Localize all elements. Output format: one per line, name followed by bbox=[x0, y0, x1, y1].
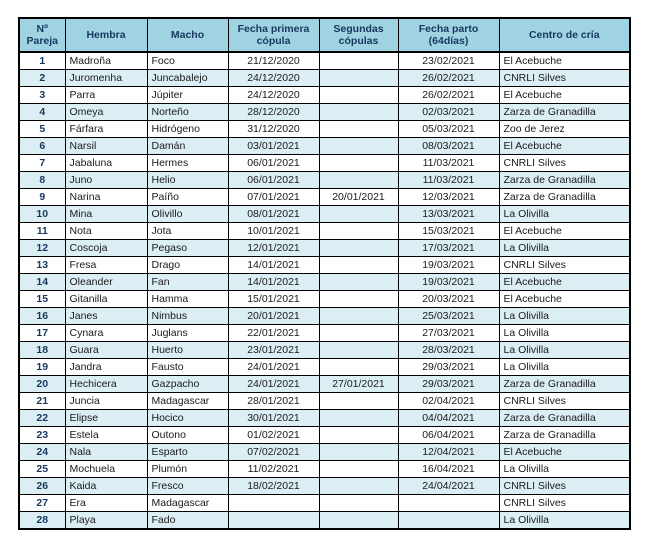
cell-segundas-copulas bbox=[319, 325, 398, 342]
cell-fecha-primera-copula: 24/12/2020 bbox=[228, 87, 319, 104]
cell-fecha-parto: 26/02/2021 bbox=[398, 87, 499, 104]
cell-segundas-copulas bbox=[319, 104, 398, 121]
cell-centro-de-cria: La Olivilla bbox=[499, 325, 630, 342]
cell-macho: Madagascar bbox=[147, 495, 228, 512]
cell-centro-de-cria: CNRLI Silves bbox=[499, 495, 630, 512]
cell-macho: Juglans bbox=[147, 325, 228, 342]
cell-centro-de-cria: Zarza de Granadilla bbox=[499, 189, 630, 206]
cell-pareja: 19 bbox=[19, 359, 65, 376]
cell-segundas-copulas bbox=[319, 461, 398, 478]
table-row bbox=[19, 342, 630, 359]
cell-pareja: 5 bbox=[19, 121, 65, 138]
cell-segundas-copulas bbox=[319, 206, 398, 223]
cell-fecha-parto: 11/03/2021 bbox=[398, 172, 499, 189]
cell-centro-de-cria: Zarza de Granadilla bbox=[499, 410, 630, 427]
header-centro-de-cria: Centro de cría bbox=[499, 18, 630, 52]
cell-centro-de-cria: La Olivilla bbox=[499, 359, 630, 376]
cell-macho: Plumón bbox=[147, 461, 228, 478]
cell-macho: Fan bbox=[147, 274, 228, 291]
cell-segundas-copulas bbox=[319, 155, 398, 172]
cell-hembra: Coscoja bbox=[65, 240, 147, 257]
cell-centro-de-cria: CNRLI Silves bbox=[499, 155, 630, 172]
cell-macho: Madagascar bbox=[147, 393, 228, 410]
cell-fecha-primera-copula bbox=[228, 512, 319, 530]
cell-fecha-primera-copula: 06/01/2021 bbox=[228, 155, 319, 172]
cell-centro-de-cria: CNRLI Silves bbox=[499, 393, 630, 410]
table-row bbox=[19, 495, 630, 512]
cell-fecha-parto bbox=[398, 495, 499, 512]
cell-macho: Nimbus bbox=[147, 308, 228, 325]
cell-segundas-copulas bbox=[319, 172, 398, 189]
cell-pareja: 9 bbox=[19, 189, 65, 206]
cell-centro-de-cria: La Olivilla bbox=[499, 342, 630, 359]
cell-macho: Jota bbox=[147, 223, 228, 240]
cell-centro-de-cria: La Olivilla bbox=[499, 308, 630, 325]
cell-segundas-copulas bbox=[319, 410, 398, 427]
cell-fecha-parto: 17/03/2021 bbox=[398, 240, 499, 257]
cell-macho: Júpiter bbox=[147, 87, 228, 104]
cell-macho: Pegaso bbox=[147, 240, 228, 257]
cell-fecha-primera-copula bbox=[228, 495, 319, 512]
table-row bbox=[19, 393, 630, 410]
cell-segundas-copulas bbox=[319, 427, 398, 444]
header-row bbox=[19, 18, 630, 52]
cell-fecha-parto: 23/02/2021 bbox=[398, 52, 499, 70]
table-row bbox=[19, 104, 630, 121]
cell-macho: Olivillo bbox=[147, 206, 228, 223]
header-macho: Macho bbox=[147, 18, 228, 52]
cell-fecha-parto: 12/04/2021 bbox=[398, 444, 499, 461]
cell-fecha-primera-copula: 28/01/2021 bbox=[228, 393, 319, 410]
cell-macho: Norteño bbox=[147, 104, 228, 121]
cell-macho: Hamma bbox=[147, 291, 228, 308]
table-row bbox=[19, 138, 630, 155]
cell-segundas-copulas bbox=[319, 308, 398, 325]
cell-segundas-copulas bbox=[319, 240, 398, 257]
cell-segundas-copulas: 27/01/2021 bbox=[319, 376, 398, 393]
cell-hembra: Narina bbox=[65, 189, 147, 206]
cell-fecha-primera-copula: 10/01/2021 bbox=[228, 223, 319, 240]
cell-fecha-parto bbox=[398, 512, 499, 530]
cell-macho: Juncabalejo bbox=[147, 70, 228, 87]
cell-fecha-primera-copula: 24/01/2021 bbox=[228, 359, 319, 376]
cell-fecha-primera-copula: 08/01/2021 bbox=[228, 206, 319, 223]
cell-segundas-copulas bbox=[319, 257, 398, 274]
table-row bbox=[19, 427, 630, 444]
header-pareja: Nº Pareja bbox=[19, 18, 65, 52]
cell-pareja: 8 bbox=[19, 172, 65, 189]
cell-fecha-parto: 08/03/2021 bbox=[398, 138, 499, 155]
cell-fecha-primera-copula: 07/01/2021 bbox=[228, 189, 319, 206]
cell-pareja: 11 bbox=[19, 223, 65, 240]
cell-fecha-primera-copula: 30/01/2021 bbox=[228, 410, 319, 427]
header-hembra: Hembra bbox=[65, 18, 147, 52]
cell-fecha-parto: 20/03/2021 bbox=[398, 291, 499, 308]
cell-fecha-parto: 26/02/2021 bbox=[398, 70, 499, 87]
cell-macho: Hocico bbox=[147, 410, 228, 427]
cell-pareja: 10 bbox=[19, 206, 65, 223]
table-row bbox=[19, 376, 630, 393]
cell-hembra: Mina bbox=[65, 206, 147, 223]
cell-fecha-parto: 19/03/2021 bbox=[398, 274, 499, 291]
cell-segundas-copulas bbox=[319, 223, 398, 240]
cell-fecha-primera-copula: 14/01/2021 bbox=[228, 257, 319, 274]
cell-pareja: 24 bbox=[19, 444, 65, 461]
breeding-pairs-sheet bbox=[18, 17, 629, 530]
cell-fecha-primera-copula: 22/01/2021 bbox=[228, 325, 319, 342]
cell-centro-de-cria: Zarza de Granadilla bbox=[499, 172, 630, 189]
cell-macho: Hermes bbox=[147, 155, 228, 172]
cell-macho: Esparto bbox=[147, 444, 228, 461]
cell-centro-de-cria: La Olivilla bbox=[499, 512, 630, 530]
table-row bbox=[19, 325, 630, 342]
cell-centro-de-cria: El Acebuche bbox=[499, 138, 630, 155]
cell-fecha-parto: 12/03/2021 bbox=[398, 189, 499, 206]
cell-hembra: Hechicera bbox=[65, 376, 147, 393]
cell-hembra: Madroña bbox=[65, 52, 147, 70]
cell-fecha-parto: 19/03/2021 bbox=[398, 257, 499, 274]
cell-segundas-copulas bbox=[319, 478, 398, 495]
table-row bbox=[19, 291, 630, 308]
cell-fecha-primera-copula: 03/01/2021 bbox=[228, 138, 319, 155]
cell-pareja: 2 bbox=[19, 70, 65, 87]
cell-fecha-parto: 29/03/2021 bbox=[398, 376, 499, 393]
cell-fecha-primera-copula: 14/01/2021 bbox=[228, 274, 319, 291]
cell-pareja: 6 bbox=[19, 138, 65, 155]
cell-hembra: Parra bbox=[65, 87, 147, 104]
cell-macho: Drago bbox=[147, 257, 228, 274]
cell-segundas-copulas bbox=[319, 393, 398, 410]
cell-fecha-primera-copula: 01/02/2021 bbox=[228, 427, 319, 444]
cell-hembra: Fresa bbox=[65, 257, 147, 274]
cell-centro-de-cria: La Olivilla bbox=[499, 461, 630, 478]
cell-centro-de-cria: CNRLI Silves bbox=[499, 70, 630, 87]
cell-hembra: Omeya bbox=[65, 104, 147, 121]
cell-macho: Foco bbox=[147, 52, 228, 70]
cell-segundas-copulas bbox=[319, 52, 398, 70]
cell-segundas-copulas bbox=[319, 87, 398, 104]
cell-centro-de-cria: La Olivilla bbox=[499, 206, 630, 223]
table-row bbox=[19, 52, 630, 70]
cell-fecha-primera-copula: 21/12/2020 bbox=[228, 52, 319, 70]
cell-hembra: Juromenha bbox=[65, 70, 147, 87]
cell-fecha-parto: 02/03/2021 bbox=[398, 104, 499, 121]
table-row bbox=[19, 70, 630, 87]
cell-fecha-primera-copula: 18/02/2021 bbox=[228, 478, 319, 495]
cell-fecha-parto: 04/04/2021 bbox=[398, 410, 499, 427]
cell-pareja: 23 bbox=[19, 427, 65, 444]
cell-fecha-primera-copula: 11/02/2021 bbox=[228, 461, 319, 478]
cell-segundas-copulas bbox=[319, 291, 398, 308]
cell-fecha-primera-copula: 15/01/2021 bbox=[228, 291, 319, 308]
table-row bbox=[19, 410, 630, 427]
table-row bbox=[19, 223, 630, 240]
cell-hembra: Juno bbox=[65, 172, 147, 189]
cell-pareja: 17 bbox=[19, 325, 65, 342]
cell-pareja: 12 bbox=[19, 240, 65, 257]
cell-pareja: 16 bbox=[19, 308, 65, 325]
cell-fecha-parto: 16/04/2021 bbox=[398, 461, 499, 478]
header-fecha-parto: Fecha parto (64días) bbox=[398, 18, 499, 52]
table-row bbox=[19, 274, 630, 291]
cell-segundas-copulas bbox=[319, 70, 398, 87]
cell-fecha-primera-copula: 12/01/2021 bbox=[228, 240, 319, 257]
cell-pareja: 3 bbox=[19, 87, 65, 104]
table-row bbox=[19, 478, 630, 495]
cell-fecha-parto: 11/03/2021 bbox=[398, 155, 499, 172]
cell-macho: Hidrógeno bbox=[147, 121, 228, 138]
cell-segundas-copulas: 20/01/2021 bbox=[319, 189, 398, 206]
cell-pareja: 25 bbox=[19, 461, 65, 478]
cell-fecha-primera-copula: 24/12/2020 bbox=[228, 70, 319, 87]
table-row bbox=[19, 257, 630, 274]
cell-segundas-copulas bbox=[319, 444, 398, 461]
table-row bbox=[19, 121, 630, 138]
cell-macho: Huerto bbox=[147, 342, 228, 359]
cell-fecha-primera-copula: 07/02/2021 bbox=[228, 444, 319, 461]
cell-fecha-primera-copula: 28/12/2020 bbox=[228, 104, 319, 121]
cell-fecha-parto: 02/04/2021 bbox=[398, 393, 499, 410]
cell-fecha-primera-copula: 06/01/2021 bbox=[228, 172, 319, 189]
cell-hembra: Fárfara bbox=[65, 121, 147, 138]
cell-centro-de-cria: El Acebuche bbox=[499, 444, 630, 461]
cell-fecha-primera-copula: 20/01/2021 bbox=[228, 308, 319, 325]
cell-segundas-copulas bbox=[319, 359, 398, 376]
cell-macho: Outono bbox=[147, 427, 228, 444]
cell-pareja: 26 bbox=[19, 478, 65, 495]
cell-pareja: 15 bbox=[19, 291, 65, 308]
cell-segundas-copulas bbox=[319, 512, 398, 530]
table-row bbox=[19, 155, 630, 172]
table-row bbox=[19, 461, 630, 478]
cell-centro-de-cria: El Acebuche bbox=[499, 223, 630, 240]
cell-fecha-primera-copula: 31/12/2020 bbox=[228, 121, 319, 138]
cell-hembra: Oleander bbox=[65, 274, 147, 291]
cell-macho: Paíño bbox=[147, 189, 228, 206]
cell-fecha-parto: 25/03/2021 bbox=[398, 308, 499, 325]
cell-hembra: Narsil bbox=[65, 138, 147, 155]
cell-hembra: Kaida bbox=[65, 478, 147, 495]
cell-hembra: Nala bbox=[65, 444, 147, 461]
cell-centro-de-cria: CNRLI Silves bbox=[499, 478, 630, 495]
table-row bbox=[19, 172, 630, 189]
table-row bbox=[19, 359, 630, 376]
cell-centro-de-cria: Zoo de Jerez bbox=[499, 121, 630, 138]
cell-segundas-copulas bbox=[319, 138, 398, 155]
table-body bbox=[19, 52, 630, 529]
cell-fecha-primera-copula: 23/01/2021 bbox=[228, 342, 319, 359]
cell-pareja: 4 bbox=[19, 104, 65, 121]
cell-macho: Helio bbox=[147, 172, 228, 189]
cell-fecha-parto: 28/03/2021 bbox=[398, 342, 499, 359]
cell-macho: Gazpacho bbox=[147, 376, 228, 393]
cell-macho: Fausto bbox=[147, 359, 228, 376]
cell-fecha-parto: 24/04/2021 bbox=[398, 478, 499, 495]
table-row bbox=[19, 206, 630, 223]
cell-hembra: Cynara bbox=[65, 325, 147, 342]
cell-hembra: Playa bbox=[65, 512, 147, 530]
cell-hembra: Nota bbox=[65, 223, 147, 240]
cell-fecha-parto: 06/04/2021 bbox=[398, 427, 499, 444]
cell-centro-de-cria: CNRLI Silves bbox=[499, 257, 630, 274]
cell-macho: Fado bbox=[147, 512, 228, 530]
table-row bbox=[19, 512, 630, 530]
cell-centro-de-cria: Zarza de Granadilla bbox=[499, 427, 630, 444]
cell-pareja: 13 bbox=[19, 257, 65, 274]
cell-hembra: Jabaluna bbox=[65, 155, 147, 172]
cell-macho: Damán bbox=[147, 138, 228, 155]
cell-pareja: 28 bbox=[19, 512, 65, 530]
cell-pareja: 21 bbox=[19, 393, 65, 410]
table-row bbox=[19, 308, 630, 325]
cell-fecha-primera-copula: 24/01/2021 bbox=[228, 376, 319, 393]
cell-centro-de-cria: El Acebuche bbox=[499, 291, 630, 308]
cell-pareja: 20 bbox=[19, 376, 65, 393]
cell-hembra: Gitanilla bbox=[65, 291, 147, 308]
cell-hembra: Janes bbox=[65, 308, 147, 325]
cell-pareja: 18 bbox=[19, 342, 65, 359]
cell-pareja: 27 bbox=[19, 495, 65, 512]
table-row bbox=[19, 240, 630, 257]
cell-pareja: 1 bbox=[19, 52, 65, 70]
header-segundas-copulas: Segundas cópulas bbox=[319, 18, 398, 52]
cell-macho: Fresco bbox=[147, 478, 228, 495]
cell-centro-de-cria: Zarza de Granadilla bbox=[499, 376, 630, 393]
cell-fecha-parto: 13/03/2021 bbox=[398, 206, 499, 223]
cell-centro-de-cria: El Acebuche bbox=[499, 52, 630, 70]
cell-fecha-parto: 05/03/2021 bbox=[398, 121, 499, 138]
cell-hembra: Guara bbox=[65, 342, 147, 359]
cell-hembra: Jandra bbox=[65, 359, 147, 376]
cell-centro-de-cria: Zarza de Granadilla bbox=[499, 104, 630, 121]
cell-fecha-parto: 29/03/2021 bbox=[398, 359, 499, 376]
cell-pareja: 14 bbox=[19, 274, 65, 291]
cell-centro-de-cria: El Acebuche bbox=[499, 87, 630, 104]
breeding-pairs-table bbox=[18, 17, 631, 530]
cell-pareja: 7 bbox=[19, 155, 65, 172]
cell-fecha-parto: 27/03/2021 bbox=[398, 325, 499, 342]
cell-hembra: Mochuela bbox=[65, 461, 147, 478]
cell-hembra: Juncia bbox=[65, 393, 147, 410]
cell-segundas-copulas bbox=[319, 121, 398, 138]
cell-hembra: Elipse bbox=[65, 410, 147, 427]
header-fecha-primera-copula: Fecha primera cópula bbox=[228, 18, 319, 52]
table-row bbox=[19, 87, 630, 104]
cell-segundas-copulas bbox=[319, 495, 398, 512]
cell-hembra: Estela bbox=[65, 427, 147, 444]
cell-pareja: 22 bbox=[19, 410, 65, 427]
table-row bbox=[19, 189, 630, 206]
cell-centro-de-cria: El Acebuche bbox=[499, 274, 630, 291]
cell-fecha-parto: 15/03/2021 bbox=[398, 223, 499, 240]
cell-segundas-copulas bbox=[319, 274, 398, 291]
table-row bbox=[19, 444, 630, 461]
cell-hembra: Era bbox=[65, 495, 147, 512]
cell-segundas-copulas bbox=[319, 342, 398, 359]
cell-centro-de-cria: La Olivilla bbox=[499, 240, 630, 257]
